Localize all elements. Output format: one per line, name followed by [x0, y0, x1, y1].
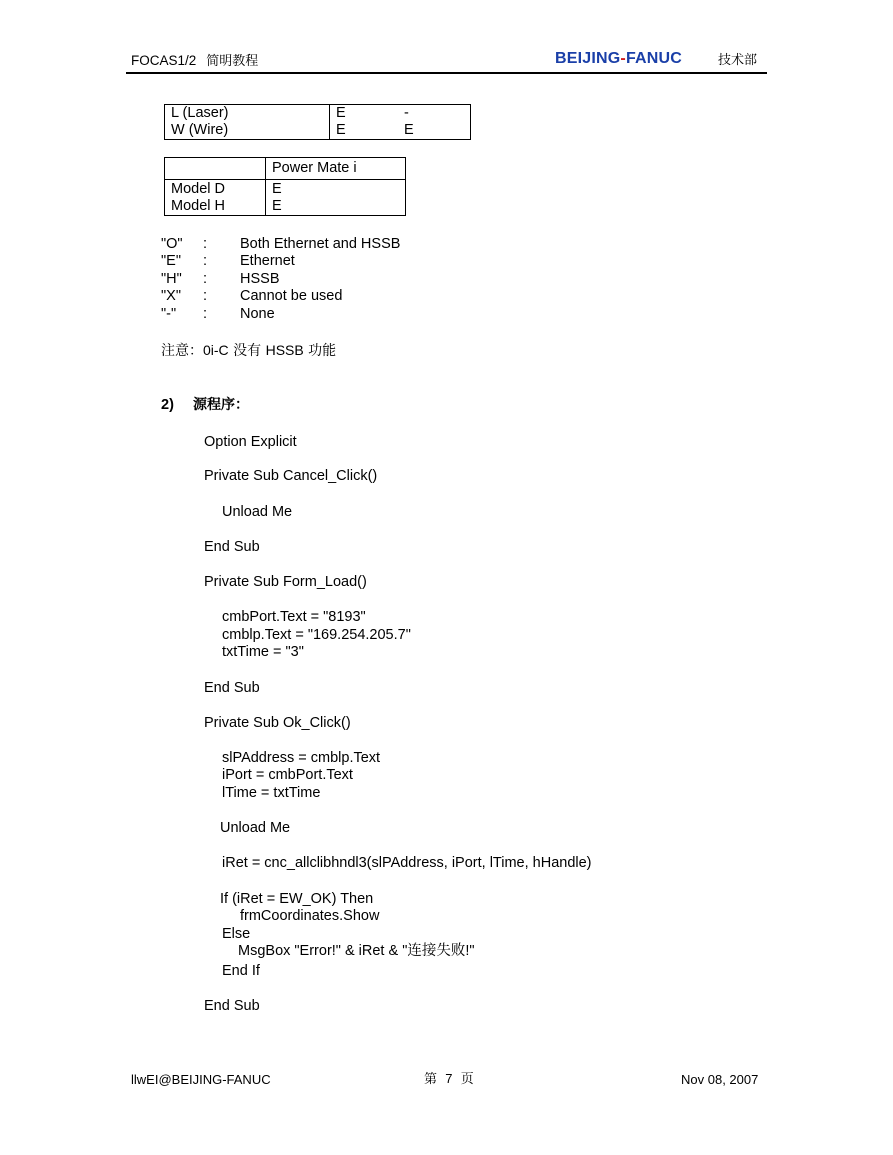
- table-cell-value: E: [330, 105, 399, 123]
- code-line: cmblp.Text = "169.254.205.7": [222, 627, 411, 643]
- code-line: lTime = txtTime: [222, 785, 321, 801]
- header-doc-code: FOCAS1/2: [131, 53, 197, 68]
- support-table-power-mate: [164, 157, 406, 216]
- code-line: End Sub: [204, 680, 260, 696]
- code-line: txtTime = "3": [222, 644, 304, 660]
- table-row: [165, 198, 406, 216]
- legend-key: "X": [161, 288, 181, 304]
- support-table-laser-wire: [164, 104, 471, 140]
- code-line: Else: [222, 926, 251, 942]
- code-line: slPAddress = cmblp.Text: [222, 750, 381, 766]
- table-cell-value: E: [266, 180, 406, 199]
- table-cell-value: E: [398, 122, 471, 140]
- footer-page-number: [424, 1070, 474, 1088]
- page-suffix: 页: [460, 1072, 474, 1087]
- brand-part2: FANUC: [625, 50, 683, 67]
- legend-description: HSSB: [240, 271, 280, 287]
- note-text2: 功能: [303, 343, 337, 359]
- note-text1: 没有: [228, 343, 266, 359]
- header-doc-title: [131, 52, 258, 70]
- footer-author: llwEI@BEIJING-FANUC: [131, 1072, 271, 1087]
- legend-description: Cannot be used: [240, 288, 343, 304]
- page-number: 7: [445, 1071, 453, 1086]
- code-line: Option Explicit: [204, 434, 297, 450]
- code-line: MsgBox "Error!" & iRet & "连接失败!": [238, 943, 475, 959]
- legend-description: None: [240, 306, 275, 322]
- table-header-row: [165, 158, 406, 180]
- note-model: 0i-C: [203, 342, 229, 358]
- footer-date: Nov 08, 2007: [681, 1072, 759, 1087]
- legend-separator: :: [203, 271, 208, 287]
- legend-key: "H": [161, 271, 182, 287]
- legend-description: Ethernet: [240, 253, 295, 269]
- legend-description: Both Ethernet and HSSB: [240, 236, 401, 252]
- code-line: cmbPort.Text = "8193": [222, 609, 366, 625]
- code-line: Unload Me: [222, 504, 293, 520]
- note-prefix: 注意：: [161, 343, 203, 359]
- table-row: [165, 105, 471, 123]
- table-cell-name: L (Laser): [165, 105, 330, 123]
- code-line: frmCoordinates.Show: [240, 908, 380, 924]
- table-cell-name: Model H: [165, 198, 266, 216]
- legend-key: "E": [161, 253, 181, 269]
- legend-key: "O": [161, 236, 183, 252]
- code-line: Private Sub Cancel_Click(): [204, 468, 378, 484]
- code-line: End Sub: [204, 998, 260, 1014]
- table-cell-value: E: [330, 122, 399, 140]
- code-line: If (iRet = EW_OK) Then: [220, 891, 374, 907]
- section-number: 2): [161, 397, 174, 413]
- table-cell-name: Model D: [165, 180, 266, 199]
- table-cell-value: E: [266, 198, 406, 216]
- header-divider: [126, 72, 767, 74]
- code-line: End If: [222, 963, 260, 979]
- code-line: Unload Me: [220, 820, 291, 836]
- note-text: [161, 342, 336, 360]
- brand-part1: BEIJING: [555, 50, 621, 67]
- legend-separator: :: [203, 253, 208, 269]
- table-row: [165, 122, 471, 140]
- table-row: [165, 180, 406, 199]
- table-header-cell: [165, 158, 266, 180]
- header-doc-subtitle: 简明教程: [206, 54, 259, 69]
- code-line: iPort = cmbPort.Text: [222, 767, 353, 783]
- legend-separator: :: [203, 288, 208, 304]
- legend-key: "-": [161, 306, 177, 322]
- brand-dash: -: [620, 50, 626, 67]
- note-feature: HSSB: [265, 342, 304, 358]
- code-line: Private Sub Form_Load(): [204, 574, 367, 590]
- table-header-cell: Power Mate i: [266, 158, 406, 180]
- header-department: 技术部: [718, 53, 758, 68]
- page-prefix: 第: [424, 1072, 438, 1087]
- code-line: Private Sub Ok_Click(): [204, 715, 351, 731]
- code-line: End Sub: [204, 539, 260, 555]
- table-cell-name: W (Wire): [165, 122, 330, 140]
- section-title: 源程序：: [193, 397, 249, 413]
- legend-separator: :: [203, 236, 208, 252]
- table-cell-value: -: [398, 105, 471, 123]
- brand-logo: [555, 50, 682, 67]
- code-line: iRet = cnc_allclibhndl3(slPAddress, iPort, lTime, hHandle): [222, 855, 592, 871]
- legend-separator: :: [203, 306, 208, 322]
